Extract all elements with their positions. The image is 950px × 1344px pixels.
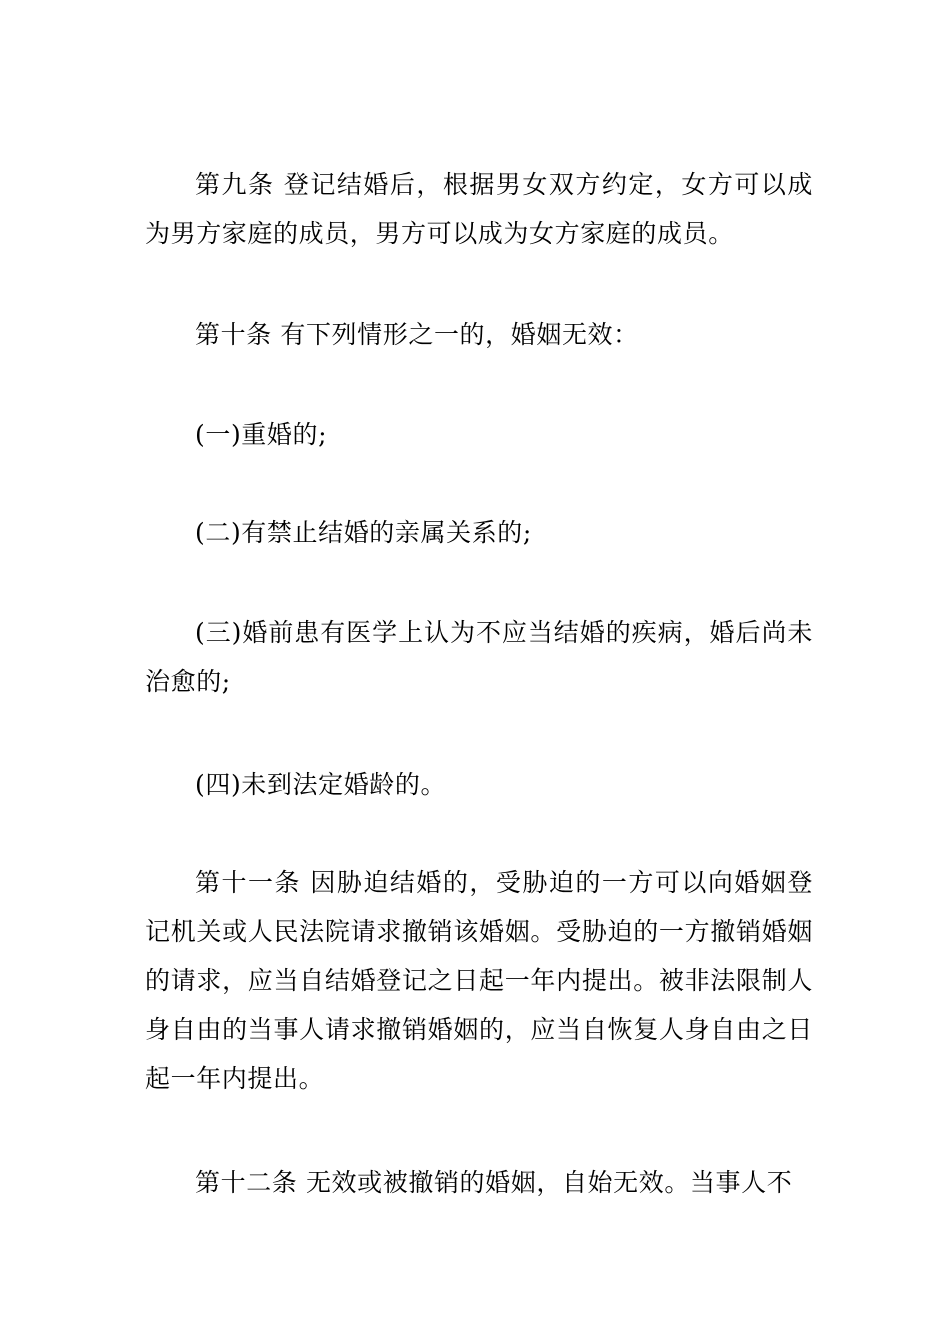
article-10-item-1: (一)重婚的; (195, 420, 328, 449)
article-10-item-4: (四)未到法定婚龄的。 (195, 770, 447, 799)
article-10-item-3: (三)婚前患有医学上认为不应当结婚的疾病，婚后尚未治愈的; (145, 618, 813, 696)
article-10-paragraph: 第十条 有下列情形之一的，婚姻无效： (195, 320, 639, 349)
article-10-item-2: (二)有禁止结婚的亲属关系的; (195, 518, 532, 547)
article-12-paragraph: 第十二条 无效或被撤销的婚姻，自始无效。当事人不 (195, 1168, 793, 1197)
article-9-paragraph: 第九条 登记结婚后，根据男女双方约定，女方可以成为男方家庭的成员，男方可以成为女方家庭的成员。 (145, 170, 813, 248)
article-11-paragraph: 第十一条 因胁迫结婚的，受胁迫的一方可以向婚姻登记机关或人民法院请求撤销该婚姻。受胁迫的一方撤销婚姻的请求，应当自结婚登记之日起一年内提出。被非法限制人身自由的当事人请求撤销婚姻的，应当自恢复人身自由之日起一年内提出。 (145, 868, 813, 1093)
